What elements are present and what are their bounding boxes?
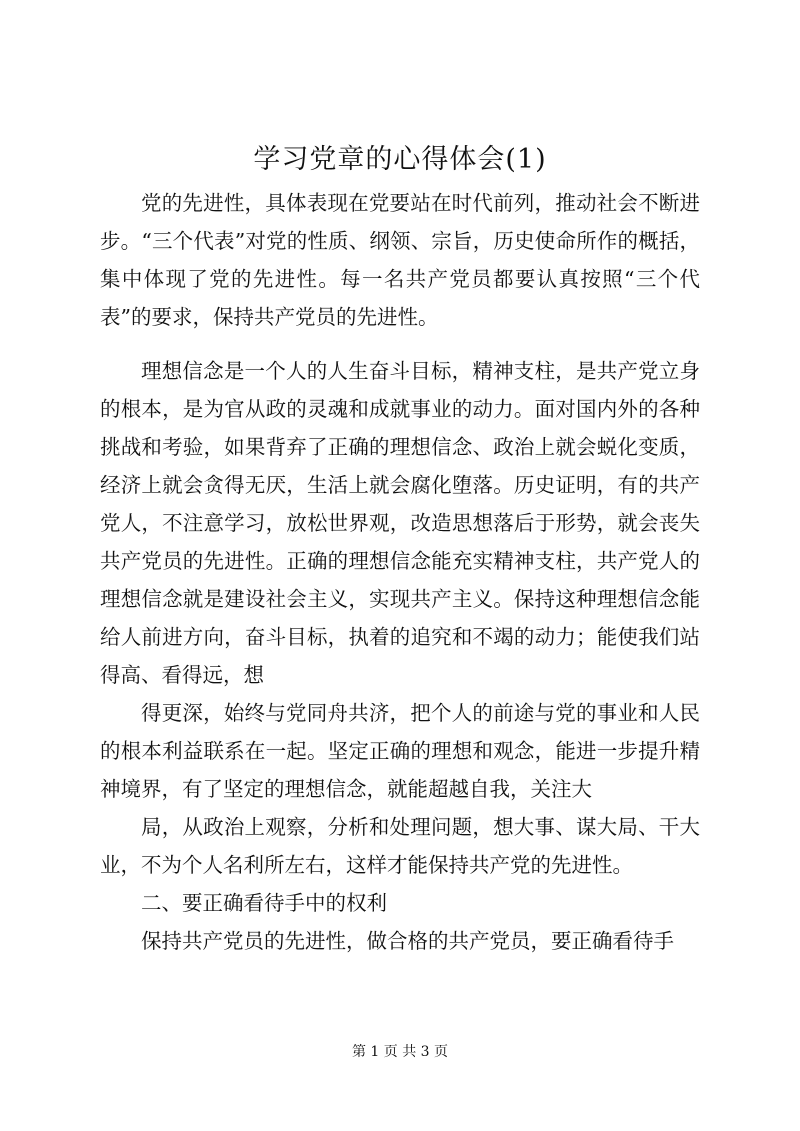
page-footer: 第 1 页 共 3 页 <box>351 1044 449 1060</box>
paragraph-2: 理想信念是一个人的人生奋斗目标，精神支柱，是共产党立身的根本，是为官从政的灵魂和成就事业的动力。面对国内外的各种挑战和考验，如果背弃了正确的理想信念、政治上就会蜕化变质，经济上就会贪得无厌，生活上就会腐化堕落。历史证明，有的共产党人，不注意学习，放松世界观，改造思想落后于形势，就会丧失共产党员的先进性。正确的理想信念能充实精神支柱，共产党人的理想信念就是建设社会主义，实现共产主义。保持这种理想信念能给人前进方向，奋斗目标，执着的追究和不竭的动力；能使我们站得高、看得远，想 <box>100 359 700 687</box>
paragraph-5: 保持共产党员的先进性，做合格的共产党员，要正确看待手 <box>141 929 674 953</box>
paragraph-3: 得更深，始终与党同舟共济，把个人的前途与党的事业和人民的根本利益联系在一起。坚定正确的理想和观念，能进一步提升精神境界，有了坚定的理想信念，就能超越自我，关注大 <box>100 701 700 801</box>
section-heading: 二、要正确看待手中的权利 <box>141 891 387 915</box>
document-title: 学习党章的心得体会(1) <box>253 144 547 175</box>
paragraph-1: 党的先进性，具体表现在党要站在时代前列，推动社会不断进步。“三个代表”对党的性质、纲领、宗旨，历史使命所作的概括，集中体现了党的先进性。每一名共产党员都要认真按照“三个代表”的要求，保持共产党员的先进性。 <box>100 191 700 329</box>
document-body <box>100 184 700 960</box>
paragraph-4: 局，从政治上观察，分析和处理问题，想大事、谋大局、干大业，不为个人名利所左右，这样才能保持共产党的先进性。 <box>100 815 700 877</box>
